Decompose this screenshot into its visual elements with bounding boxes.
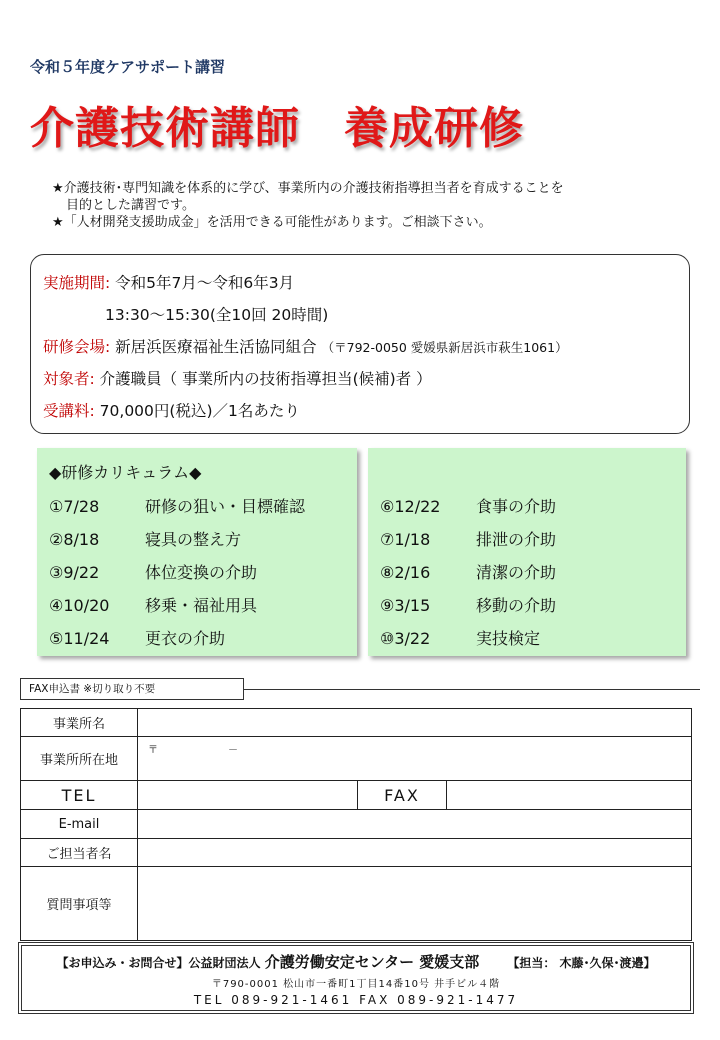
office-name-field[interactable] (138, 709, 692, 737)
curriculum-topic: 更衣の介助 (145, 629, 226, 648)
curriculum-date: ⑨3/15 (380, 596, 431, 615)
curriculum-date: ②8/18 (49, 530, 100, 549)
period-row (43, 267, 677, 299)
period-value: 令和5年7月～令和6年3月 (115, 274, 295, 292)
curriculum-topic: 体位変換の介助 (145, 563, 258, 582)
intro-line2: 目的とした講習です。 (66, 198, 195, 213)
curriculum-topic: 清潔の介助 (476, 563, 557, 582)
curriculum-item (380, 589, 674, 622)
curriculum-item (49, 490, 345, 523)
venue-address: （〒792-0050 愛媛県新居浜市萩生1061） (321, 340, 568, 355)
postal-mark: 〒 (148, 745, 158, 756)
questions-label: 質問事項等 (21, 867, 138, 941)
curriculum-item (380, 556, 674, 589)
curriculum-topic: 排泄の介助 (476, 530, 557, 549)
curriculum-topic: 寝具の整え方 (145, 530, 242, 549)
curriculum-heading: ◆研修カリキュラム◆ (49, 463, 202, 482)
office-name-label: 事業所名 (21, 709, 138, 737)
title-part1: 介護技術講師 (30, 103, 300, 154)
email-field[interactable] (138, 810, 692, 839)
fee-value: 70,000円(税込)／1名あたり (99, 402, 300, 420)
curriculum-date: ④10/20 (49, 596, 110, 615)
fax-label: FAX (358, 781, 447, 810)
venue-value: 新居浜医療福祉生活協同組合 (115, 338, 317, 356)
target-value: 介護職員（ 事業所内の技術指導担当(候補)者 ） (99, 370, 432, 388)
curriculum-date: ⑧2/16 (380, 563, 431, 582)
fax-application-form (20, 708, 692, 941)
office-address-field[interactable] (138, 737, 692, 781)
org-address: 〒790-0001 松山市一番町1丁目14番10号 井手ビル４階 (211, 979, 501, 990)
curriculum-item (49, 556, 345, 589)
contact-footer (18, 942, 694, 1014)
venue-label: 研修会場: (43, 338, 111, 356)
org-phones: TEL 089-921-1461 FAX 089-921-1477 (193, 993, 519, 1007)
intro-line3: ★「人材開発支援助成金」を活用できる可能性があります。ご相談下さい。 (52, 215, 492, 230)
curriculum-date: ⑩3/22 (380, 629, 431, 648)
curriculum-date: ③9/22 (49, 563, 100, 582)
contact-line (22, 951, 690, 972)
curriculum-date: ⑤11/24 (49, 629, 110, 648)
contact-person-field[interactable] (138, 839, 692, 867)
target-row (43, 363, 677, 395)
curriculum-date: ①7/28 (49, 497, 100, 516)
intro-text (52, 180, 682, 231)
curriculum-date: ⑥12/22 (380, 497, 441, 516)
postal-dash: － (228, 745, 238, 756)
org-name: 介護労働安定センター 愛媛支部 (264, 953, 480, 971)
time-value: 13:30～15:30(全10回 20時間) (105, 306, 329, 324)
title-part2: 養成研修 (344, 103, 524, 154)
curriculum-topic: 研修の狙い・目標確認 (145, 497, 306, 516)
intro-line1: ★介護技術･専門知識を体系的に学び、事業所内の介護技術指導担当者を育成することを (52, 181, 564, 196)
curriculum-item (49, 589, 345, 622)
curriculum-topic: 実技検定 (476, 629, 541, 648)
curriculum-item (49, 622, 345, 655)
course-subtitle: 令和５年度ケアサポート講習 (30, 58, 226, 76)
questions-field[interactable] (138, 867, 692, 941)
curriculum-item (380, 622, 674, 655)
curriculum-left (37, 448, 357, 656)
info-box (30, 254, 690, 434)
curriculum-right (368, 448, 686, 656)
fax-field[interactable] (447, 781, 692, 810)
curriculum-topic: 移乗・福祉用具 (145, 596, 258, 615)
email-label: E-mail (21, 810, 138, 839)
curriculum-date: ⑦1/18 (380, 530, 431, 549)
fee-row (43, 395, 677, 427)
tel-label: TEL (21, 781, 138, 810)
curriculum-topic: 食事の介助 (476, 497, 557, 516)
contact-person-label: ご担当者名 (21, 839, 138, 867)
page-title (30, 92, 524, 156)
curriculum-item (380, 523, 674, 556)
curriculum-item (380, 490, 674, 523)
office-address-label: 事業所所在地 (21, 737, 138, 781)
period-label: 実施期間: (43, 274, 111, 292)
curriculum-item (49, 523, 345, 556)
curriculum-topic: 移動の介助 (476, 596, 557, 615)
venue-row (43, 331, 677, 363)
time-row (43, 299, 677, 331)
contact-prefix: 【お申込み・お問合せ】公益財団法人 (56, 956, 261, 970)
fax-form-tab: FAX申込書 ※切り取り不要 (20, 678, 244, 700)
cut-line (244, 689, 700, 690)
target-label: 対象者: (43, 370, 95, 388)
fee-label: 受講料: (43, 402, 95, 420)
tel-field[interactable] (138, 781, 358, 810)
staff-names: 【担当： 木藤･久保･渡邉】 (507, 956, 656, 970)
